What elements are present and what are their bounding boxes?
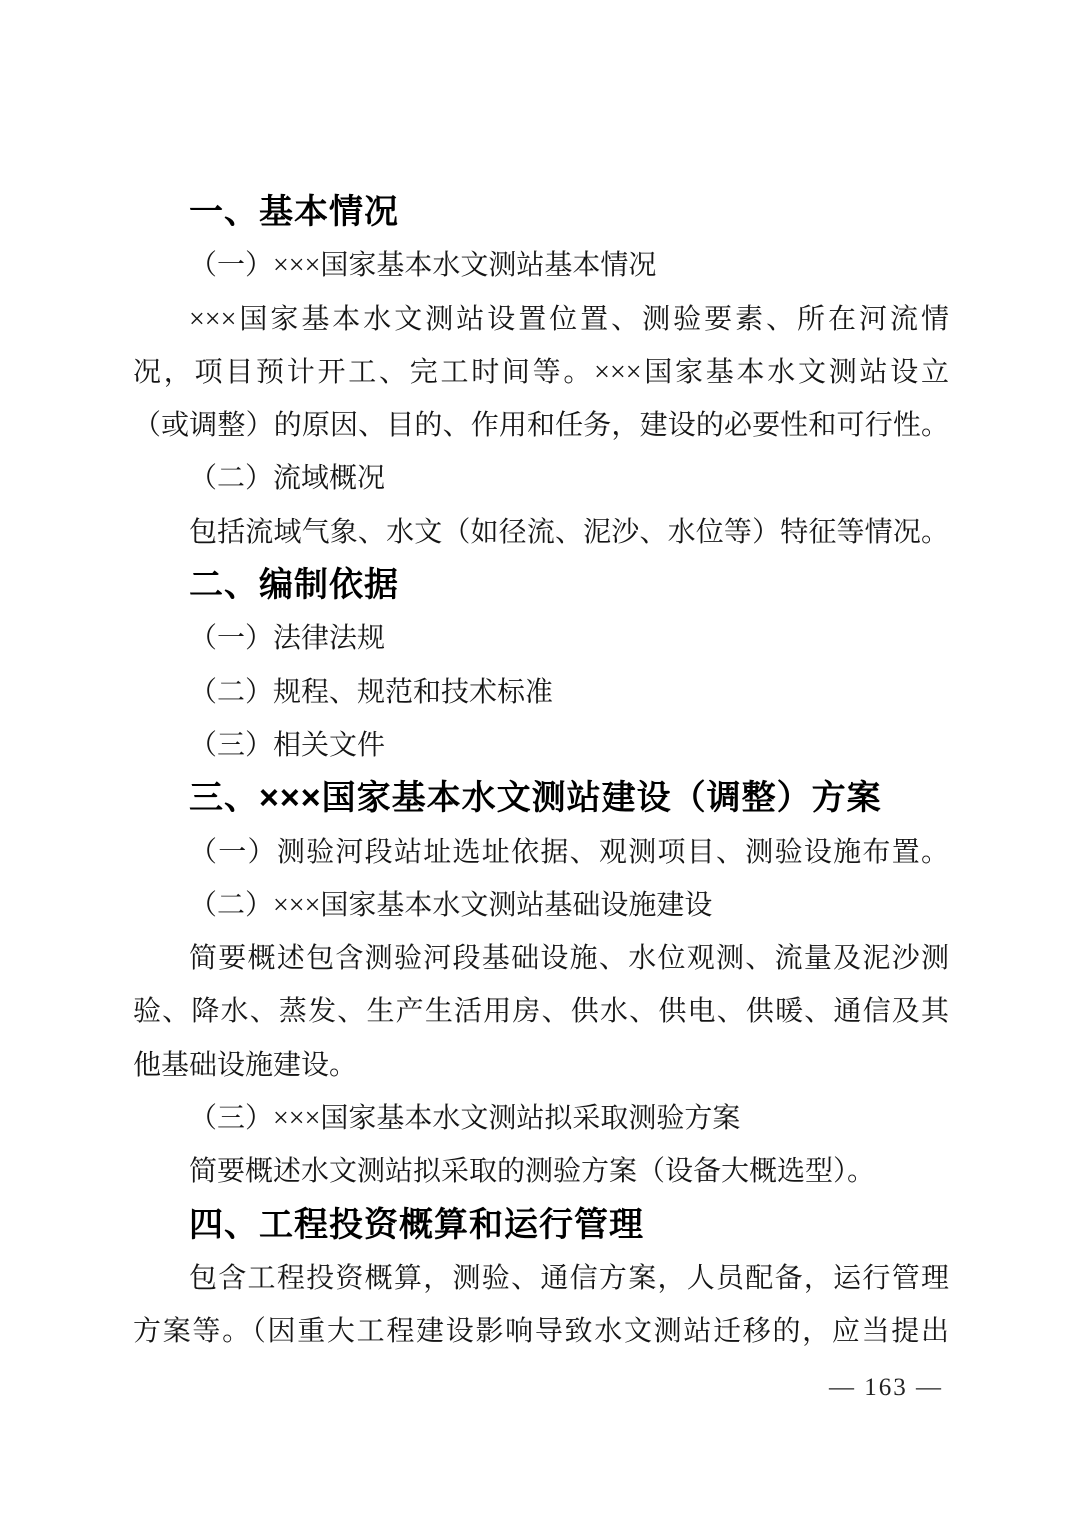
- paragraph-line: 包括流域气象、水文（如径流、泥沙、水位等）特征等情况。: [189, 516, 949, 548]
- subsection-3-1: （一）测验河段站址选址依据、观测项目、测验设施布置。: [189, 836, 949, 868]
- subsection-3-3: （三）×××国家基本水文测站拟采取测验方案: [189, 1103, 741, 1135]
- paragraph-line: （或调整）的原因、目的、作用和任务，建设的必要性和可行性。: [133, 410, 949, 442]
- paragraph-line: 他基础设施建设。: [133, 1049, 358, 1081]
- subsection-2-1: （一）法律法规: [189, 623, 386, 655]
- paragraph-line: 验、降水、蒸发、生产生活用房、供水、供电、供暖、通信及其: [133, 996, 949, 1028]
- section-heading-3: 三、×××国家基本水文测站建设（调整）方案: [189, 779, 882, 818]
- subsection-3-2: （二）×××国家基本水文测站基础设施建设: [189, 889, 713, 921]
- subsection-1-1: （一）×××国家基本水文测站基本情况: [189, 250, 657, 282]
- paragraph-line: 况，项目预计开工、完工时间等。×××国家基本水文测站设立: [133, 356, 949, 388]
- paragraph-line: 包含工程投资概算，测验、通信方案，人员配备，运行管理: [189, 1262, 949, 1294]
- subsection-2-3: （三）相关文件: [189, 729, 386, 761]
- section-heading-1: 一、基本情况: [189, 193, 399, 231]
- paragraph-line: 简要概述包含测验河段基础设施、水位观测、流量及泥沙测: [189, 943, 949, 975]
- paragraph-line: 简要概述水文测站拟采取的测验方案（设备大概选型）。: [189, 1156, 876, 1188]
- subsection-2-2: （二）规程、规范和技术标准: [189, 676, 554, 708]
- document-body: [133, 186, 949, 1359]
- section-heading-4: 四、工程投资概算和运行管理: [189, 1205, 644, 1244]
- paragraph-line: ×××国家基本水文测站设置位置、测验要素、所在河流情: [189, 303, 949, 335]
- page-number: — 163 —: [829, 1374, 943, 1401]
- subsection-1-2: （二）流域概况: [189, 463, 386, 495]
- section-heading-2: 二、编制依据: [189, 566, 399, 605]
- paragraph-line: 方案等。（因重大工程建设影响导致水文测站迁移的，应当提出: [133, 1316, 949, 1348]
